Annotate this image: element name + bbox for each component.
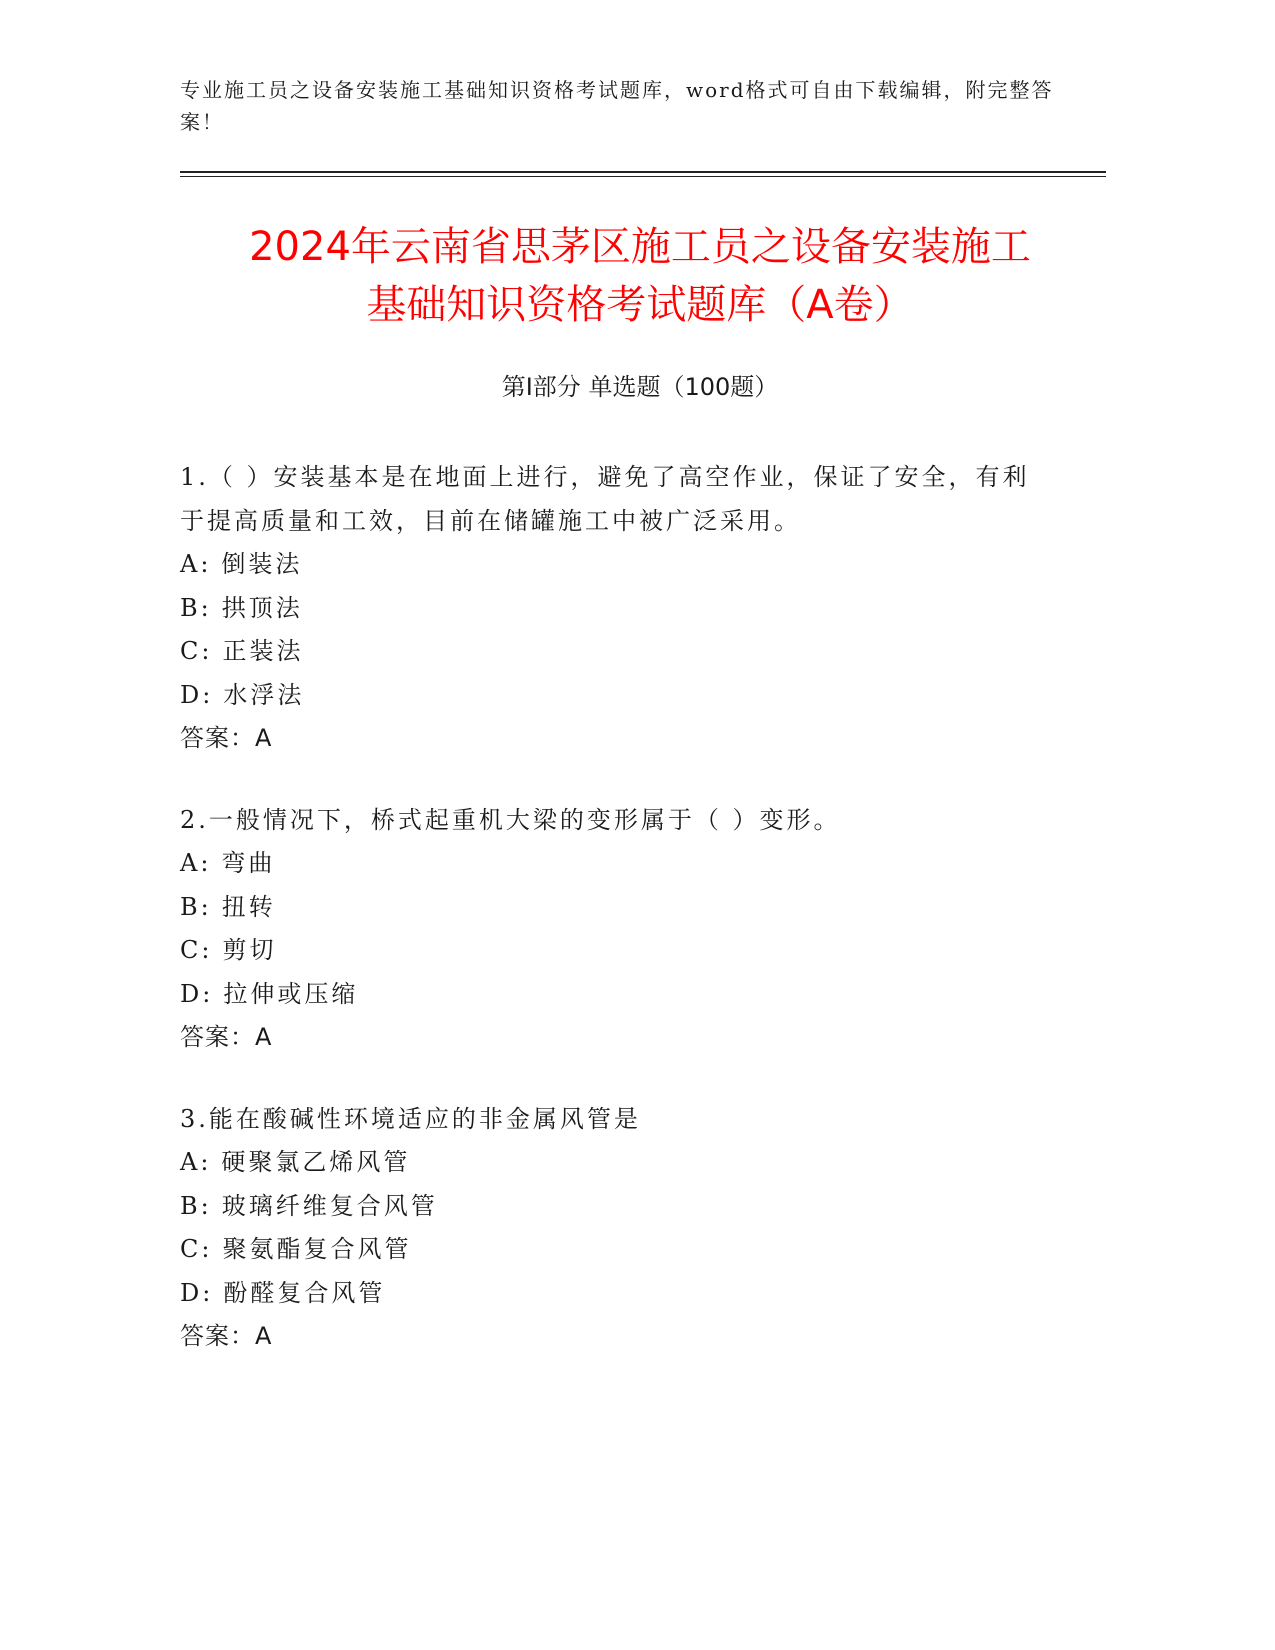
option-text: 倒装法 bbox=[221, 550, 303, 578]
question-item bbox=[180, 1098, 1040, 1359]
answer-value: A bbox=[255, 1023, 273, 1051]
option-key: C: bbox=[180, 936, 213, 964]
option-a bbox=[180, 1141, 1040, 1185]
option-text: 正装法 bbox=[222, 637, 304, 665]
document-title-line-2: 基础知识资格考试题库（A卷） bbox=[366, 282, 914, 328]
section-title: 第Ⅰ部分 单选题（100题） bbox=[501, 373, 779, 401]
option-text: 硬聚氯乙烯风管 bbox=[221, 1148, 411, 1176]
option-text: 弯曲 bbox=[221, 849, 276, 877]
header-note: 专业施工员之设备安装施工基础知识资格考试题库，word格式可自由下载编辑，附完整答案！ bbox=[180, 78, 1054, 134]
option-c bbox=[180, 630, 1040, 674]
option-c bbox=[180, 1228, 1040, 1272]
question-stem: 1.（ ）安装基本是在地面上进行，避免了高空作业，保证了安全，有利于提高质量和工效，目前在储罐施工中被广泛采用。 bbox=[180, 463, 1030, 535]
option-text: 聚氨酯复合风管 bbox=[222, 1235, 412, 1263]
option-key: D: bbox=[180, 979, 214, 1008]
option-a bbox=[180, 842, 1040, 886]
option-d bbox=[180, 674, 1040, 718]
option-key: B: bbox=[180, 1191, 212, 1220]
header-divider-thick bbox=[180, 171, 1106, 173]
question-stem: 3.能在酸碱性环境适应的非金属风管是 bbox=[180, 1104, 641, 1133]
option-key: D: bbox=[180, 680, 214, 709]
document-title bbox=[140, 218, 1140, 334]
option-text: 水浮法 bbox=[223, 680, 305, 709]
option-text: 拉伸或压缩 bbox=[223, 979, 359, 1008]
option-b bbox=[180, 886, 1040, 930]
answer-label: 答案： bbox=[180, 1023, 255, 1051]
answer-value: A bbox=[255, 724, 273, 752]
option-key: C: bbox=[180, 637, 213, 665]
question-item bbox=[180, 799, 1040, 1060]
option-text: 拱顶法 bbox=[221, 593, 303, 622]
answer-line bbox=[180, 717, 1040, 761]
answer-line bbox=[180, 1315, 1040, 1359]
question-stem: 2.一般情况下，桥式起重机大梁的变形属于（ ）变形。 bbox=[180, 805, 841, 834]
option-d bbox=[180, 1272, 1040, 1316]
document-title-line-1: 2024年云南省思茅区施工员之设备安装施工 bbox=[249, 224, 1031, 270]
option-text: 酚醛复合风管 bbox=[223, 1278, 386, 1307]
question-item bbox=[180, 456, 1040, 761]
option-text: 剪切 bbox=[222, 936, 277, 964]
option-text: 扭转 bbox=[221, 892, 276, 921]
option-key: D: bbox=[180, 1278, 214, 1307]
option-a bbox=[180, 543, 1040, 587]
answer-line bbox=[180, 1016, 1040, 1060]
answer-label: 答案： bbox=[180, 1322, 255, 1350]
option-key: C: bbox=[180, 1235, 213, 1263]
option-text: 玻璃纤维复合风管 bbox=[221, 1191, 438, 1220]
option-d bbox=[180, 973, 1040, 1017]
option-c bbox=[180, 929, 1040, 973]
option-b bbox=[180, 587, 1040, 631]
answer-label: 答案： bbox=[180, 724, 255, 752]
option-b bbox=[180, 1185, 1040, 1229]
header-divider-thin bbox=[180, 176, 1106, 177]
option-key: A: bbox=[180, 550, 212, 578]
answer-value: A bbox=[255, 1322, 273, 1350]
option-key: B: bbox=[180, 593, 212, 622]
option-key: B: bbox=[180, 892, 212, 921]
question-list bbox=[180, 456, 1040, 1397]
option-key: A: bbox=[180, 1148, 212, 1176]
option-key: A: bbox=[180, 849, 212, 877]
